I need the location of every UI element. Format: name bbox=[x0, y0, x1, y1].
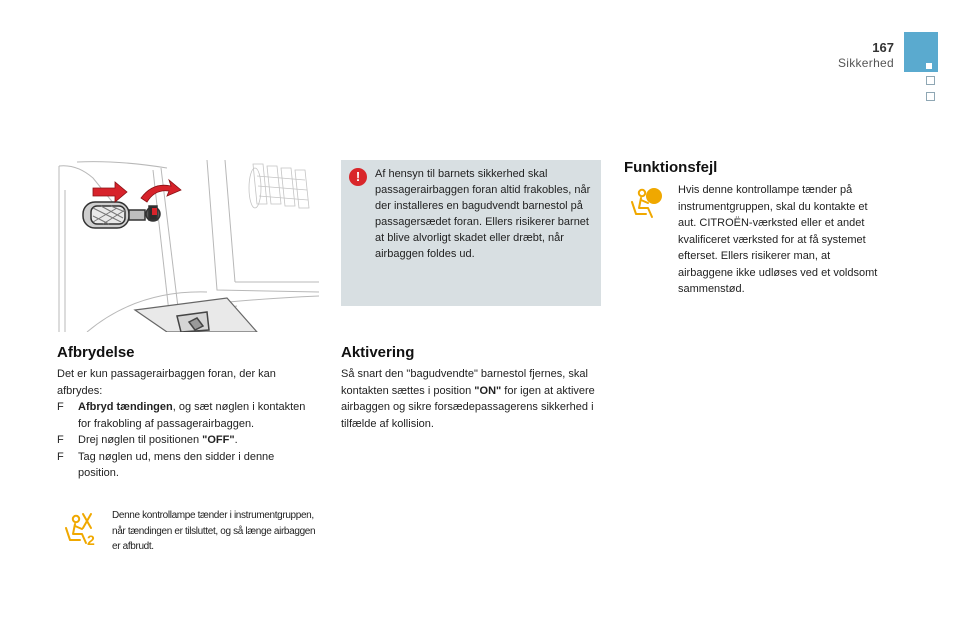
afbrydelse-lamp-note: Denne kontrollampe tænder i instrumentgruppen, når tændingen er tilsluttet, og så længe airbaggen er afbrudt. bbox=[112, 510, 316, 552]
step-1-text: , og sæt nøglen i kontakten for frakobling af passagerairbaggen. bbox=[78, 401, 306, 430]
aktivering-text-end: for igen at aktivere airbaggen og sikre forsædepassagerens sikkerhed i tilfælde af kollision. bbox=[341, 384, 595, 430]
section-tab-marker bbox=[904, 32, 938, 72]
afbrydelse-step-2 bbox=[57, 432, 309, 449]
exclamation-warning-icon: ! bbox=[349, 168, 367, 186]
afbrydelse-heading: Afbrydelse bbox=[57, 344, 135, 361]
bullet-marker: F bbox=[57, 450, 64, 463]
afbrydelse-step-3 bbox=[57, 449, 309, 482]
afbrydelse-body bbox=[57, 366, 309, 482]
aktivering-text: Så snart den "bagudvendte" barnestol fjernes, skal kontakten sættes i position bbox=[341, 368, 588, 397]
airbag-off-warning-lamp-icon bbox=[62, 512, 98, 546]
airbag-key-switch-illustration bbox=[57, 160, 319, 332]
step-1-bold: Afbryd tændingen bbox=[78, 401, 173, 413]
funktionsfejl-heading: Funktionsfejl bbox=[624, 159, 718, 176]
svg-text:2: 2 bbox=[87, 532, 95, 546]
step-2-text: Drej nøglen til positionen bbox=[78, 434, 203, 446]
aktivering-body bbox=[341, 366, 595, 432]
page-number: 167 bbox=[872, 40, 894, 55]
warning-text: Af hensyn til barnets sikkerhed skal passagerairbaggen foran altid frakobles, når der installeres en bagudvendt barnestol på passagersædet foran. Ellers risikerer barnet at blive alvorligt skadet eller dræbt, når airbaggen foldes ud. bbox=[375, 168, 591, 260]
step-2-bold: "OFF" bbox=[202, 434, 235, 446]
afbrydelse-intro: Det er kun passagerairbaggen foran, der kan afbrydes: bbox=[57, 368, 276, 397]
section-tab-outline-2 bbox=[926, 92, 935, 101]
bullet-marker: F bbox=[57, 401, 64, 413]
airbag-fault-warning-lamp-icon bbox=[628, 186, 664, 220]
step-2-end: . bbox=[234, 434, 238, 446]
step-3-text: Tag nøglen ud, mens den sidder i denne position. bbox=[78, 450, 275, 479]
section-title: Sikkerhed bbox=[837, 56, 894, 70]
funktionsfejl-text: Hvis denne kontrollampe tænder på instrumentgruppen, skal du kontakte et aut. CITROËN-værksted eller et andet kvalificeret værksted for at få systemet efterset. Ellers risikerer man, at airbaggene ikke udløses ved et voldsomt sammenstød. bbox=[678, 184, 878, 295]
afbrydelse-step-1 bbox=[57, 399, 309, 432]
aktivering-heading: Aktivering bbox=[341, 344, 415, 361]
section-tab-outline-1 bbox=[926, 76, 935, 85]
bullet-marker: F bbox=[57, 434, 64, 446]
aktivering-on-label: "ON" bbox=[474, 384, 502, 397]
section-tab-dot bbox=[926, 63, 932, 69]
